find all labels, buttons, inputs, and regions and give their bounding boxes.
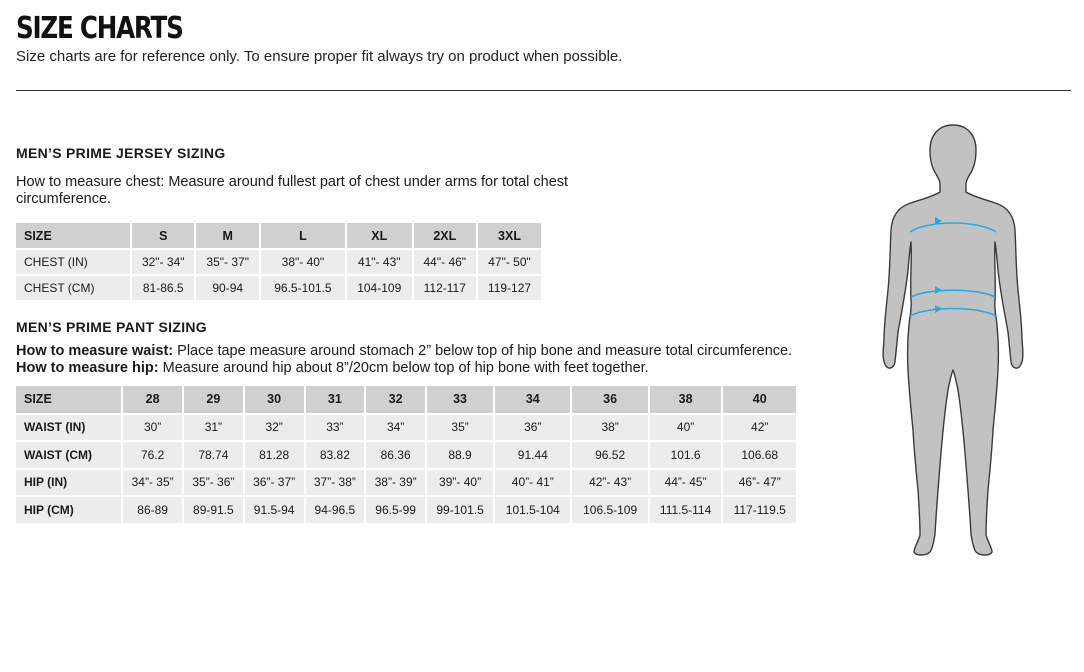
table-cell: 38” [571, 414, 648, 442]
waist-instruction [16, 343, 836, 360]
table-cell: 47"- 50" [477, 249, 541, 275]
column-header: SIZE [16, 386, 122, 414]
table-cell: 35” [426, 414, 494, 442]
column-header: M [195, 223, 259, 249]
pant-instructions [16, 343, 836, 377]
table-cell: 101.6 [649, 441, 723, 469]
hip-instruction-text: Measure around hip about 8”/20cm below top of hip bone with feet together. [158, 360, 649, 376]
table-cell: 39”- 40” [426, 469, 494, 497]
hip-instruction-label: How to measure hip: [16, 360, 159, 376]
row-label: WAIST (IN) [16, 414, 122, 442]
column-header: 34 [494, 386, 571, 414]
waist-instruction-text: Place tape measure around stomach 2” below top of hip bone and measure total circumference. [173, 343, 793, 359]
column-header: XL [346, 223, 413, 249]
table-cell: 78.74 [183, 441, 244, 469]
column-header: 29 [183, 386, 244, 414]
table-cell: 90-94 [195, 275, 259, 301]
table-header-row [16, 386, 796, 414]
row-label: HIP (CM) [16, 496, 122, 524]
table-cell: 36”- 37” [244, 469, 305, 497]
table-cell: 40”- 41” [494, 469, 571, 497]
column-header: 2XL [413, 223, 477, 249]
table-cell: 35”- 36” [183, 469, 244, 497]
column-header: S [131, 223, 195, 249]
row-label: HIP (IN) [16, 469, 122, 497]
table-cell: 112-117 [413, 275, 477, 301]
column-header: 31 [305, 386, 366, 414]
table-cell: 38”- 39” [365, 469, 426, 497]
table-cell: 33” [305, 414, 366, 442]
column-header: 36 [571, 386, 648, 414]
table-cell: 42”- 43” [571, 469, 648, 497]
table-cell: 83.82 [305, 441, 366, 469]
waist-instruction-label: How to measure waist: [16, 343, 174, 359]
row-label: CHEST (CM) [16, 275, 131, 301]
divider [16, 90, 1071, 91]
table-cell: 34”- 35” [122, 469, 183, 497]
table-cell: 106.68 [722, 441, 796, 469]
pant-heading: MEN’S PRIME PANT SIZING [16, 319, 207, 335]
column-header: SIZE [16, 223, 131, 249]
table-cell: 32"- 34" [131, 249, 195, 275]
table-cell: 35"- 37" [195, 249, 259, 275]
table-cell: 99-101.5 [426, 496, 494, 524]
table-cell: 38"- 40" [260, 249, 346, 275]
table-cell: 96.52 [571, 441, 648, 469]
table-cell: 117-119.5 [722, 496, 796, 524]
column-header: 38 [649, 386, 723, 414]
jersey-instructions: How to measure chest: Measure around fullest part of chest under arms for total chest circumference. [16, 174, 569, 207]
table-cell: 86.36 [365, 441, 426, 469]
table-cell: 106.5-109 [571, 496, 648, 524]
page-title: SIZE CHARTS [16, 11, 183, 46]
table-cell: 88.9 [426, 441, 494, 469]
column-header: 40 [722, 386, 796, 414]
table-row [16, 414, 796, 442]
table-row [16, 441, 796, 469]
table-cell: 34” [365, 414, 426, 442]
page-subtitle: Size charts are for reference only. To ensure proper fit always try on product when possible. [16, 48, 623, 65]
body-silhouette [883, 125, 1023, 555]
table-row [16, 275, 541, 301]
column-header: L [260, 223, 346, 249]
column-header: 28 [122, 386, 183, 414]
hip-instruction [16, 360, 836, 377]
table-cell: 30” [122, 414, 183, 442]
table-cell: 111.5-114 [649, 496, 723, 524]
body-figure-illustration [878, 120, 1028, 560]
table-cell: 44”- 45” [649, 469, 723, 497]
table-cell: 31” [183, 414, 244, 442]
table-row [16, 469, 796, 497]
row-label: WAIST (CM) [16, 441, 122, 469]
table-cell: 91.5-94 [244, 496, 305, 524]
column-header: 30 [244, 386, 305, 414]
table-cell: 40” [649, 414, 723, 442]
table-cell: 76.2 [122, 441, 183, 469]
table-cell: 36” [494, 414, 571, 442]
table-cell: 119-127 [477, 275, 541, 301]
table-cell: 41"- 43" [346, 249, 413, 275]
column-header: 33 [426, 386, 494, 414]
table-cell: 89-91.5 [183, 496, 244, 524]
table-cell: 94-96.5 [305, 496, 366, 524]
table-cell: 91.44 [494, 441, 571, 469]
table-cell: 101.5-104 [494, 496, 571, 524]
table-cell: 46”- 47” [722, 469, 796, 497]
column-header: 32 [365, 386, 426, 414]
table-cell: 81-86.5 [131, 275, 195, 301]
pant-size-table [16, 386, 796, 525]
table-cell: 42” [722, 414, 796, 442]
table-cell: 32” [244, 414, 305, 442]
table-header-row [16, 223, 541, 249]
table-cell: 96.5-101.5 [260, 275, 346, 301]
jersey-heading: MEN’S PRIME JERSEY SIZING [16, 145, 226, 161]
table-cell: 37”- 38” [305, 469, 366, 497]
table-row [16, 249, 541, 275]
row-label: CHEST (IN) [16, 249, 131, 275]
table-row [16, 496, 796, 524]
table-cell: 96.5-99 [365, 496, 426, 524]
table-cell: 104-109 [346, 275, 413, 301]
column-header: 3XL [477, 223, 541, 249]
table-cell: 81.28 [244, 441, 305, 469]
table-cell: 86-89 [122, 496, 183, 524]
table-cell: 44"- 46" [413, 249, 477, 275]
jersey-size-table [16, 223, 541, 302]
